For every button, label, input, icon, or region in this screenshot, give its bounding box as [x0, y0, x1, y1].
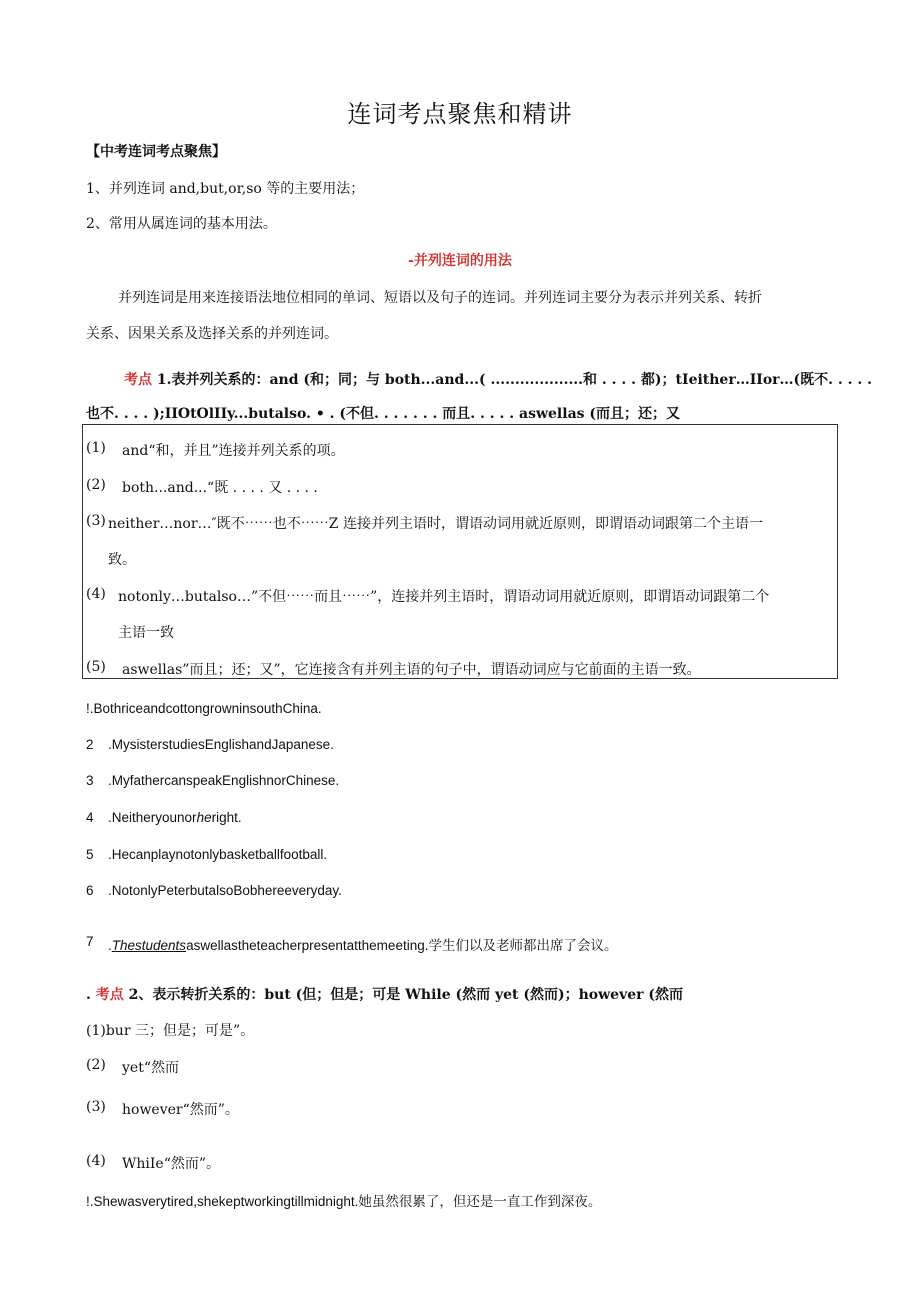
- example-7-text: [108, 934, 617, 954]
- point2-item-4-text: WhiIe“然而”。: [122, 1156, 221, 1172]
- example-6-text: .NotonlyPeterbutalsoBobhereeveryday.: [108, 883, 342, 898]
- example-4-part-b: he: [196, 810, 212, 825]
- point2-prefix: .: [86, 987, 96, 1003]
- example-7-part-a: .: [108, 938, 112, 953]
- example-1-num: !.: [86, 701, 94, 716]
- example-7-part-b: Thestudents: [111, 938, 187, 953]
- box-cont-4: 主语一致: [118, 625, 174, 641]
- point2-item-4-num: (4): [86, 1153, 106, 1169]
- focus-heading: 【中考连词考点聚焦】: [86, 144, 226, 160]
- intro-line-2: 关系、因果关系及选择关系的并列连词。: [86, 326, 338, 342]
- page-title: 连词考点聚焦和精讲: [347, 100, 573, 128]
- example-2-text: .MysisterstudiesEnglishandJapanese.: [108, 737, 334, 752]
- example-2-num: 2: [86, 737, 94, 752]
- example-3-text: .MyfathercanspeakEnglishnorChinese.: [108, 773, 340, 788]
- example-5-text: .Hecanplaynotonlybasketballfootball.: [108, 847, 328, 862]
- example-4-text: [108, 810, 242, 825]
- example-4-part-c: right.: [211, 810, 242, 825]
- point2-example: !.Shewasverytired,shekeptworkingtillmidnight.她虽然很累了，但还是一直工作到深夜。: [86, 1194, 602, 1209]
- example-7-num: 7: [86, 934, 94, 949]
- point1-line-1: [124, 369, 872, 389]
- box-num-4: (4): [86, 586, 106, 602]
- box-num-3: (3): [86, 513, 106, 529]
- usage-box: [82, 424, 838, 679]
- point2-label: 考点: [95, 987, 124, 1003]
- point2-item-1-text: bur 三；但是；可是”。: [105, 1023, 255, 1039]
- box-text-5: aswellas”而且；还；又”，它连接含有并列主语的句子中，谓语动词应与它前面的主语一致。: [122, 662, 701, 678]
- point2-item-2-num: (2): [86, 1057, 106, 1073]
- point1-line-2: 也不. . . . );IIOtOlIIy...butalso. • . (不但. . . . . . . 而且. . . . . aswellas (而且；还；又: [86, 406, 681, 422]
- box-text-2: both...and...“既 . . . . 又 . . . .: [122, 480, 318, 496]
- box-cont-3: 致。: [108, 552, 136, 568]
- example-3-num: 3: [86, 773, 94, 788]
- point2-item-1: [86, 1020, 254, 1040]
- point2-item-2-text: yet“然而: [122, 1060, 179, 1076]
- example-4-num: 4: [86, 810, 94, 825]
- box-num-1: (1): [86, 440, 106, 456]
- box-text-3: neither…nor…″既不⋯⋯也不⋯⋯Z 连接并列主语时，谓语动词用就近原则，即谓语动词跟第二个主语一: [108, 516, 763, 532]
- intro-line-1: 并列连词是用来连接语法地位相同的单词、短语以及句子的连词。并列连词主要分为表示并列关系、转折: [118, 290, 762, 306]
- example-4-part-a: .Neitheryounor: [108, 810, 197, 825]
- point1-label: 考点: [124, 372, 152, 388]
- example-7-part-c: aswellastheteacherpresentatthemeeting.学生们以及老师都出席了会议。: [186, 938, 618, 953]
- focus-item-1: 1、并列连词 and,but,or,so 等的主要用法；: [86, 181, 365, 197]
- box-text-1: and“和，并且”连接并列关系的项。: [122, 443, 345, 459]
- example-6-num: 6: [86, 883, 94, 898]
- example-1-text: BothriceandcottongrowninsouthChina.: [93, 701, 322, 716]
- point1-text-1: 1.表并列关系的：and (和；同；与 both...and...( ...................和 . . . . 都)；tIeither…IIor…(既不. . . . .: [152, 372, 873, 388]
- point2-item-3-text: however“然而”。: [122, 1102, 239, 1118]
- box-text-4: notonly…butalso…”不但⋯⋯而且⋯⋯”，连接并列主语时，谓语动词用就近原则，即谓语动词跟第二个: [118, 589, 770, 605]
- focus-item-2: 2、常用从属连词的基本用法。: [86, 216, 277, 232]
- point2-text: 2、表示转折关系的：but (但；但是；可是 While (然而 yet (然而)；however (然而: [123, 987, 684, 1003]
- example-5-num: 5: [86, 847, 94, 862]
- section-heading: -并列连词的用法: [408, 253, 512, 269]
- point2-heading: [86, 984, 683, 1004]
- point2-item-1-num: (1): [86, 1023, 106, 1039]
- box-num-2: (2): [86, 477, 106, 493]
- box-num-5: (5): [86, 659, 106, 675]
- point2-item-3-num: (3): [86, 1099, 106, 1115]
- example-1: [86, 701, 322, 716]
